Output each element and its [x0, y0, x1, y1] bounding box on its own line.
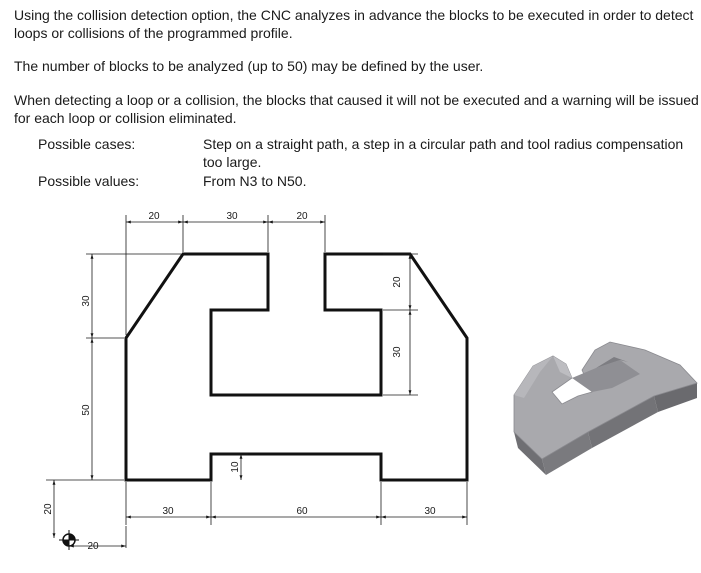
dim-bottom-right: 30 [424, 506, 436, 517]
profile-outline [126, 254, 467, 480]
blocks-paragraph: The number of blocks to be analyzed (up to 50) may be defined by the user. [14, 58, 484, 74]
dim-inner-10: 10 [230, 461, 241, 473]
dim-right-20: 20 [392, 276, 403, 288]
intro-paragraph: Using the collision detection option, the CNC analyzes in advance the blocks to be executed in order to detect loops or collisions of the programmed profile. [14, 7, 694, 41]
extension-lines [46, 215, 467, 548]
dim-top-left: 20 [148, 211, 160, 222]
dim-top-mid: 30 [226, 211, 238, 222]
part-3d-illustration [514, 342, 697, 475]
dim-bottom-mid: 60 [296, 506, 308, 517]
warning-paragraph: When detecting a loop or a collision, the blocks that caused it will not be executed and a warning will be issued for each loop or collision eliminated. [14, 92, 699, 126]
origin-icon [59, 530, 79, 550]
dimension-lines [54, 222, 467, 546]
dim-top-right: 20 [296, 211, 308, 222]
possible-values-label: Possible values: [38, 173, 140, 189]
dim-bottom-left: 30 [162, 506, 174, 517]
dim-left-30: 30 [81, 295, 92, 307]
dim-right-30: 30 [392, 346, 403, 358]
possible-cases-label: Possible cases: [38, 136, 136, 152]
possible-values-value: From N3 to N50. [203, 173, 307, 189]
possible-cases-value: Step on a straight path, a step in a circular path and tool radius compensation too large. [203, 136, 684, 170]
dim-left-50: 50 [81, 404, 92, 416]
dim-origin-vertical: 20 [43, 503, 54, 515]
dim-origin-horizontal: 20 [87, 541, 99, 552]
